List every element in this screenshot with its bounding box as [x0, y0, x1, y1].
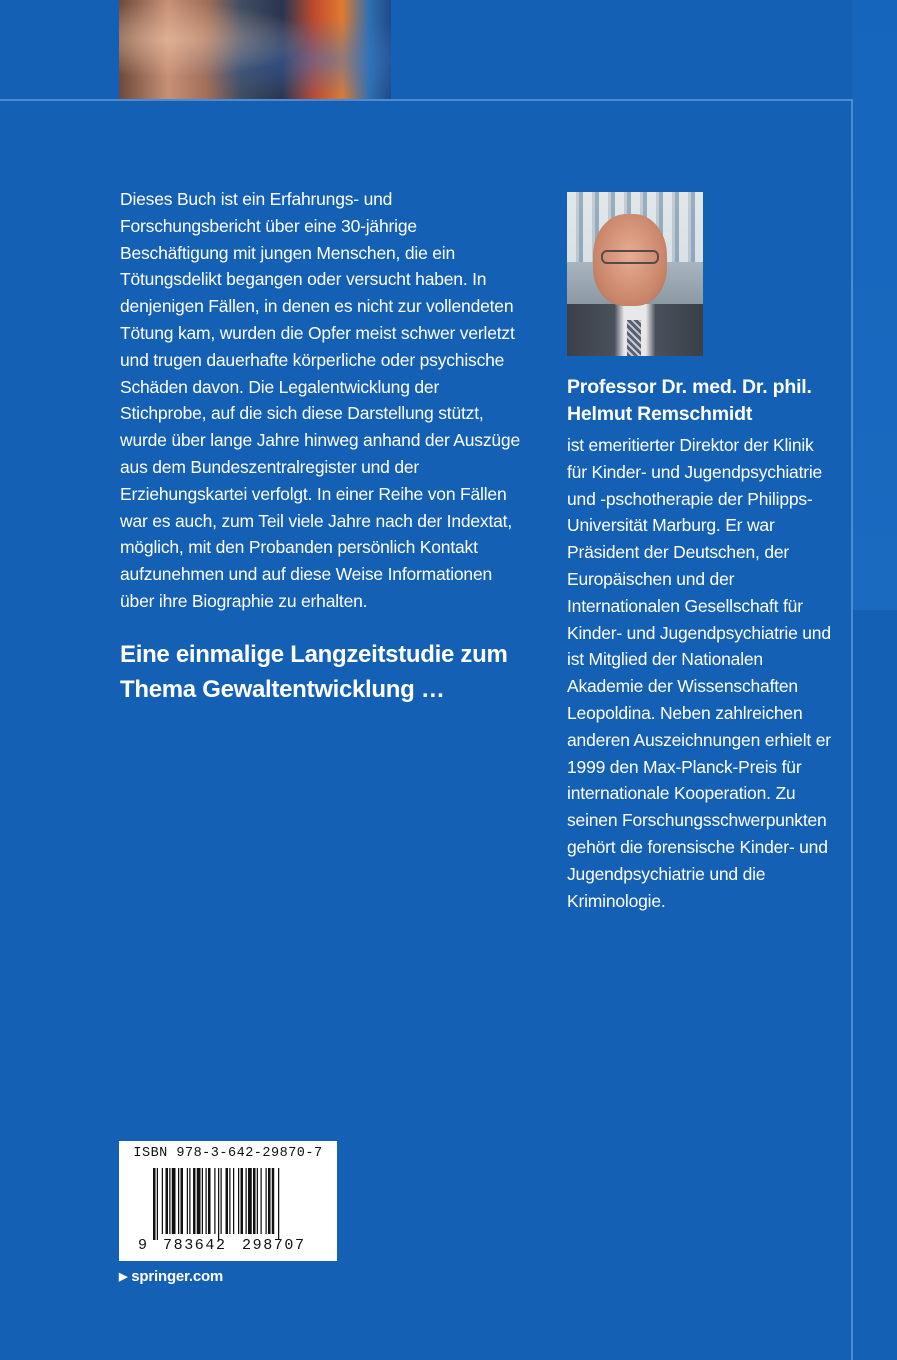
barcode-bars — [153, 1168, 323, 1240]
barcode-bar — [233, 1168, 234, 1234]
barcode-digit-group-right: 298707 — [242, 1237, 306, 1254]
barcode-bar — [261, 1168, 262, 1234]
barcode-bar — [268, 1168, 271, 1234]
barcode-digit-lead: 9 — [138, 1237, 148, 1254]
left-column — [120, 186, 525, 707]
barcode-bar — [187, 1168, 188, 1234]
frame-line-vertical — [851, 99, 853, 1360]
author-bio: ist emeritierter Direktor der Klinik für Kinder- und Jugendpsychiatrie und -pschotherapie der Philipps-Universität Marburg. Er war Präsident der Deutschen, der Europäischen und der Internationalen Gesellschaft für Kinder- und Jugendpsychiatrie und ist Mitglied der Nationalen Akademie der Wissenschaften Leopoldina. Neben zahlreichen anderen Auszeichnungen erhielt er 1999 den Max-Planck-Preis für internationale Kooperation. Zu seinen Forschungsschwerpunkten gehört die forensische Kinder- und Jugendpsychiatrie und die Kriminologie. — [567, 435, 831, 911]
barcode-bar — [157, 1168, 158, 1240]
isbn-label: ISBN 978-3-642-29870-7 — [133, 1146, 323, 1161]
publisher-link[interactable] — [119, 1268, 223, 1285]
barcode-bar — [172, 1168, 176, 1234]
barcode-bar — [169, 1168, 170, 1234]
book-tagline: Eine einmalige Langzeitstudie zum Thema Gewaltentwicklung … — [120, 640, 508, 703]
arrow-right-icon: ▶ — [119, 1271, 128, 1283]
barcode-bar — [189, 1168, 190, 1234]
publisher-url: springer.com — [131, 1268, 224, 1285]
barcode-bar — [229, 1168, 230, 1234]
barcode-bar — [253, 1168, 256, 1234]
barcode-bar — [214, 1168, 215, 1234]
barcode-bar — [178, 1168, 179, 1234]
barcode-bar — [197, 1168, 201, 1234]
barcode-bar — [246, 1168, 247, 1234]
background-panel — [852, 0, 897, 610]
photo-shading — [119, 0, 391, 99]
barcode-bar — [193, 1168, 196, 1234]
barcode-bar — [238, 1168, 239, 1234]
barcode-bar — [257, 1168, 258, 1234]
barcode-bar — [181, 1168, 184, 1234]
portrait-glasses — [601, 250, 659, 264]
barcode-bar — [226, 1168, 229, 1234]
author-column — [567, 192, 837, 914]
book-description: Dieses Buch ist ein Erfahrungs- und Forschungsbericht über eine 30-jährige Beschäftigung mit jungen Menschen, die ein Tötungsdelikt begangen oder versucht haben. In denjenigen Fällen, in denen es nicht zur vollendeten Tötung kam, wurden die Opfer meist schwer verletzt und trugen dauerhafte körperliche oder psychische Schäden davon. Die Legalentwicklung der Stichprobe, auf die sich diese Darstellung stützt, wurde über lange Jahre hinweg anhand der Auszüge aus dem Bundeszentralregister und der Erziehungskartei verfolgt. In einer Reihe von Fällen war es auch, zum Teil viele Jahre nach der Indextat, möglich, mit den Probanden persönlich Kontakt aufzunehmen und auf diese Weise Informationen über ihre Biographie zu erhalten. — [120, 189, 521, 611]
frame-line-horizontal — [0, 99, 853, 101]
barcode-bar — [202, 1168, 203, 1234]
barcode-bar — [266, 1168, 267, 1234]
barcode-digit-group-left: 783642 — [163, 1237, 227, 1254]
barcode-bar — [241, 1168, 244, 1234]
author-name: Professor Dr. med. Dr. phil. Helmut Remschmidt — [567, 376, 812, 425]
barcode-bar — [206, 1168, 207, 1234]
barcode-bar — [153, 1168, 156, 1240]
barcode-bar — [278, 1168, 279, 1240]
cover-photo-strip — [119, 0, 391, 99]
barcode-bar — [166, 1168, 169, 1234]
barcode-bar — [272, 1168, 275, 1234]
author-portrait — [567, 192, 703, 356]
isbn-barcode — [119, 1141, 337, 1261]
barcode-bar — [218, 1168, 219, 1240]
barcode-bar — [208, 1168, 211, 1234]
barcode-bar — [221, 1168, 222, 1234]
barcode-bar — [162, 1168, 163, 1234]
barcode-bar — [248, 1168, 252, 1234]
portrait-tie — [627, 320, 641, 356]
